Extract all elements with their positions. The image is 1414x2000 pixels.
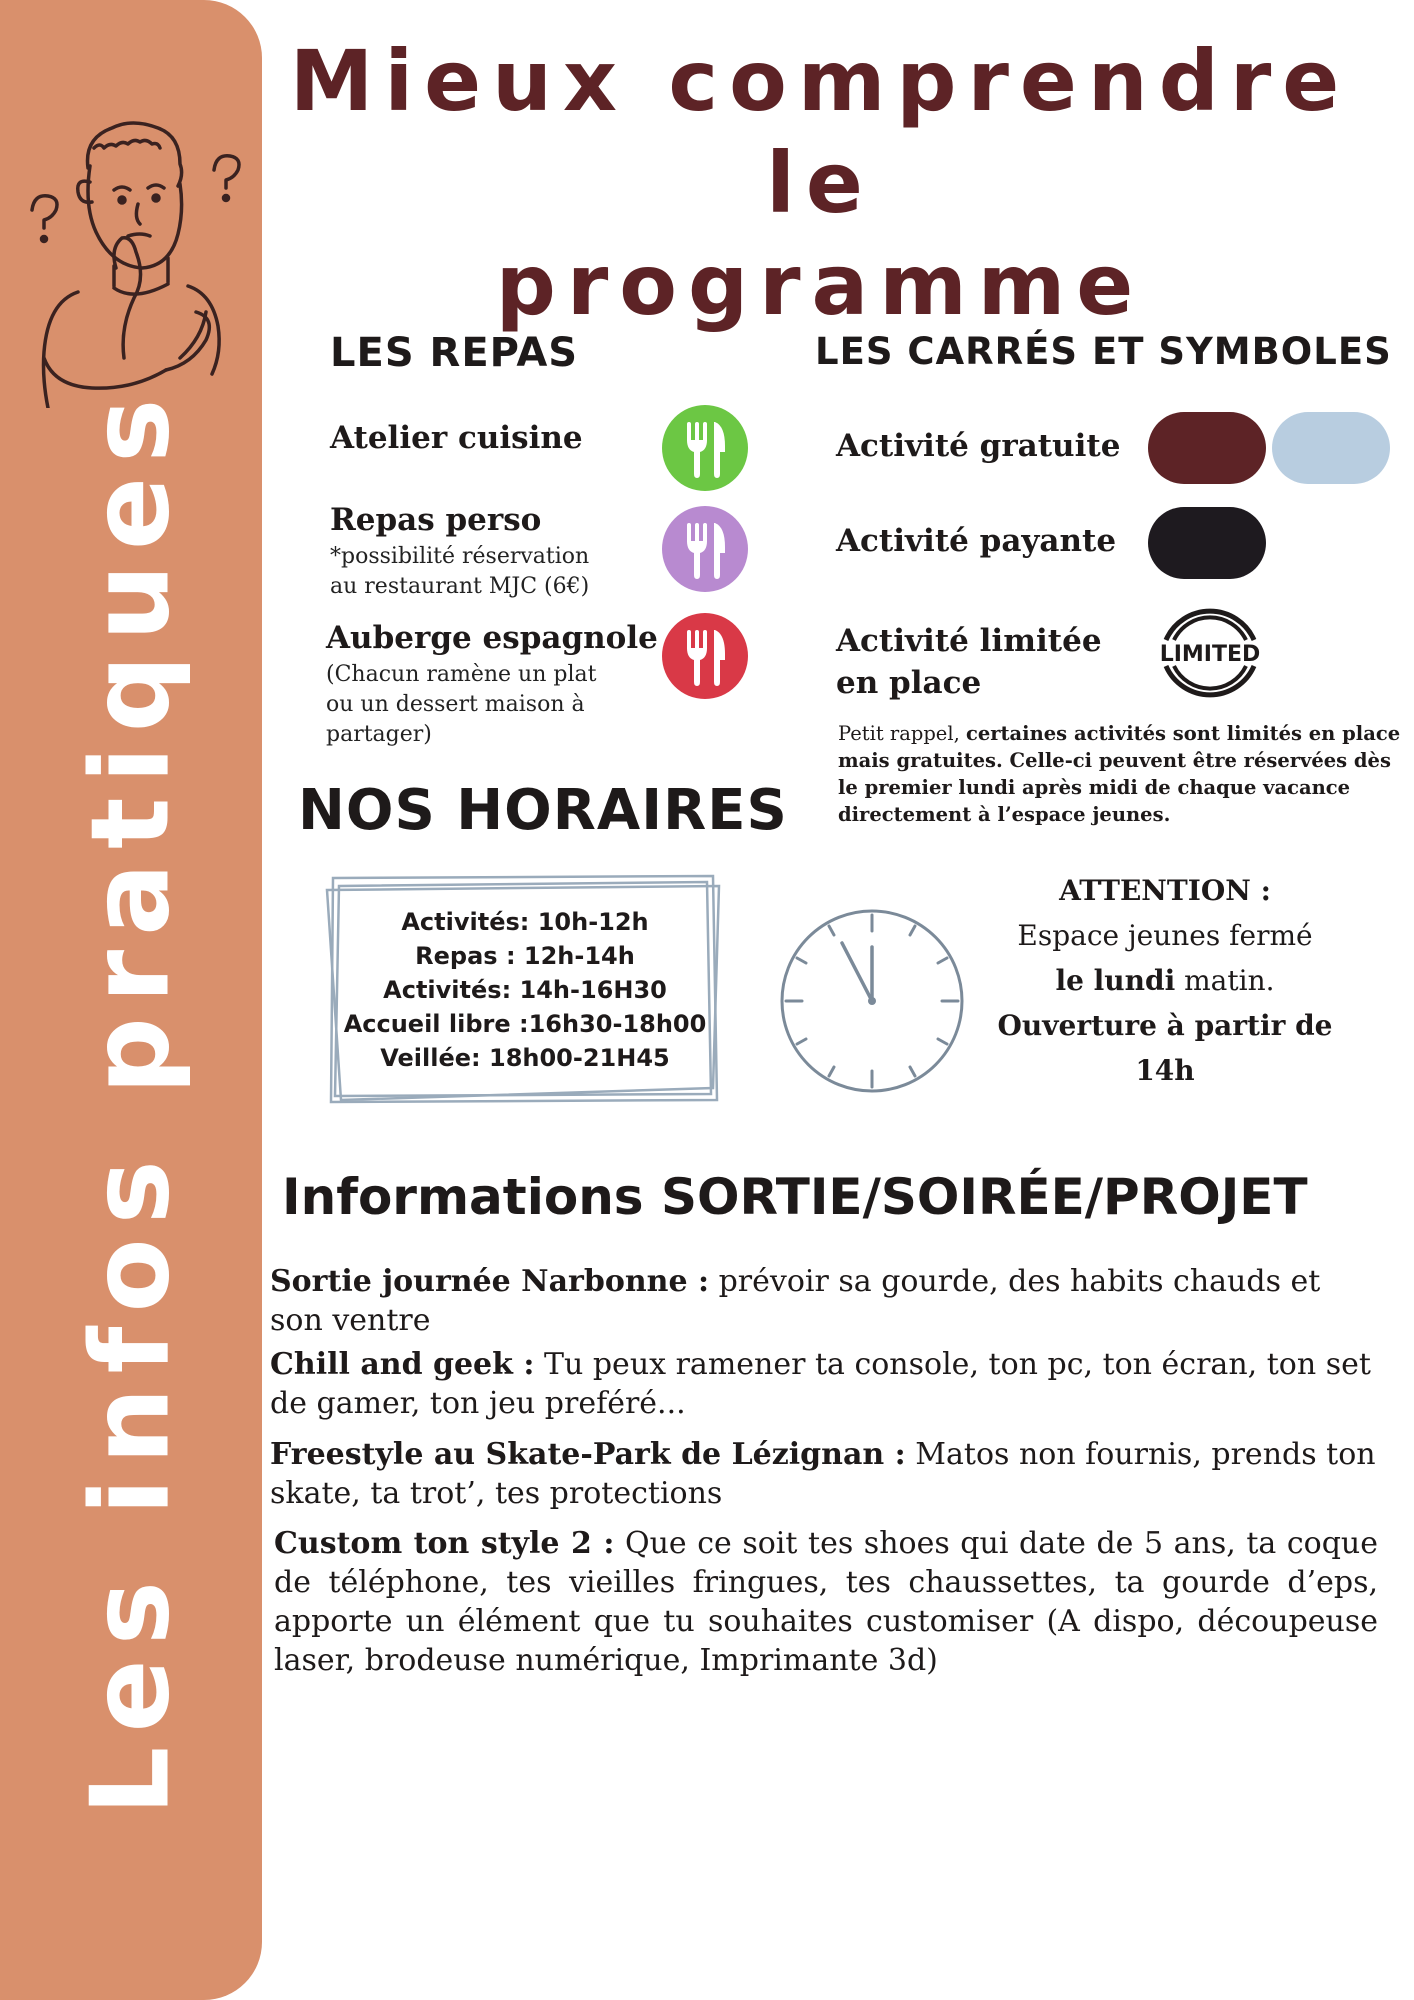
info-item [270, 1262, 1380, 1340]
attention-line2 [980, 958, 1350, 1003]
attention-title: ATTENTION : [1059, 874, 1271, 907]
page-title-line2: programme [495, 236, 1145, 334]
informations-heading: Informations SORTIE/SOIRÉE/PROJET [282, 1168, 1308, 1226]
repas-auberge-note-line1: (Chacun ramène un plat [326, 662, 597, 687]
clock-icon [776, 905, 968, 1097]
activite-payante-label: Activité payante [836, 523, 1117, 559]
activite-gratuite-label: Activité gratuite [836, 428, 1121, 464]
horaires-line: Veillée: 18h00-21H45 [380, 1044, 670, 1072]
info-item [270, 1345, 1380, 1423]
symboles-heading: LES CARRÉS ET SYMBOLES [815, 330, 1392, 373]
info-item-text: Que ce soit tes shoes qui date de 5 ans, ta coque de téléphone, tes vieilles fringues, tes chaussettes, ta gourde d’eps, apporte un élément que tu souhaites customiser (A dispo, découpeuse laser, brodeuse numérique, Imprimante 3d) [274, 1526, 1379, 1678]
info-item-text: prévoir sa gourde, des habits chauds et son ventre [270, 1264, 1321, 1338]
repas-atelier-cuisine-label: Atelier cuisine [330, 420, 583, 456]
info-item [274, 1524, 1378, 1680]
page-title [280, 30, 1360, 336]
gratuite-color-swatch-dark [1148, 412, 1266, 484]
attention-line2-rest: matin. [1175, 964, 1275, 997]
attention-line1: Espace jeunes fermé [1017, 919, 1313, 952]
horaires-list [335, 905, 715, 1075]
activite-limitee-line2: en place [836, 665, 982, 701]
horaires-heading: NOS HORAIRES [298, 778, 788, 843]
repas-auberge-note [326, 660, 596, 750]
repas-perso-note-line2: au restaurant MJC (6€) [330, 574, 590, 599]
attention-line2-bold: le lundi [1055, 964, 1176, 997]
activite-limitee-label [836, 620, 1102, 704]
horaires-line: Accueil libre :16h30-18h00 [343, 1010, 707, 1038]
limited-badge-icon [1152, 598, 1268, 708]
info-item-title: Freestyle au Skate-Park de Lézignan : [270, 1437, 906, 1472]
attention-line3: Ouverture à partir de [997, 1009, 1333, 1042]
attention-line4: 14h [1135, 1054, 1195, 1087]
activite-limitee-line1: Activité limitée [836, 623, 1102, 659]
info-item-title: Sortie journée Narbonne : [270, 1264, 710, 1299]
repas-auberge-label: Auberge espagnole [326, 620, 658, 656]
limited-badge-text: LIMITED [1159, 642, 1261, 667]
page-title-line1: Mieux comprendre le [289, 32, 1351, 232]
info-item-title: Chill and geek : [270, 1347, 535, 1382]
horaires-line: Repas : 12h-14h [415, 942, 635, 970]
rappel-intro: Petit rappel, [838, 722, 966, 745]
info-item-text: Matos non fournis, prends ton skate, ta trot’, tes protections [270, 1437, 1376, 1511]
rappel-note [838, 720, 1404, 828]
sidebar-title: Les infos pratiques [68, 384, 194, 1816]
fork-knife-icon [662, 405, 748, 491]
repas-heading: LES REPAS [330, 330, 579, 376]
repas-auberge-note-line3: partager) [326, 722, 432, 747]
info-item [270, 1435, 1380, 1513]
info-item-text: Tu peux ramener ta console, ton pc, ton écran, ton set de gamer, ton jeu preféré... [270, 1347, 1371, 1421]
thinking-person-illustration [18, 108, 248, 408]
repas-auberge-note-line2: ou un dessert maison à [326, 692, 585, 717]
horaires-line: Activités: 14h-16H30 [383, 976, 667, 1004]
repas-perso-note [330, 542, 589, 602]
fork-knife-icon [662, 506, 748, 592]
payante-color-swatch [1148, 507, 1266, 579]
horaires-line: Activités: 10h-12h [401, 908, 649, 936]
info-item-title: Custom ton style 2 : [274, 1526, 615, 1561]
fork-knife-icon [662, 613, 748, 699]
gratuite-color-swatch-light [1272, 412, 1390, 484]
attention-notice [980, 868, 1350, 1093]
rappel-bold: certaines activités sont limités en place mais gratuites. Celle-ci peuvent être réservées dès le premier lundi après midi de chaque vacance directement à l’espace jeunes. [838, 722, 1401, 826]
repas-perso-note-line1: *possibilité réservation [330, 544, 590, 569]
repas-perso-label: Repas perso [330, 502, 542, 538]
